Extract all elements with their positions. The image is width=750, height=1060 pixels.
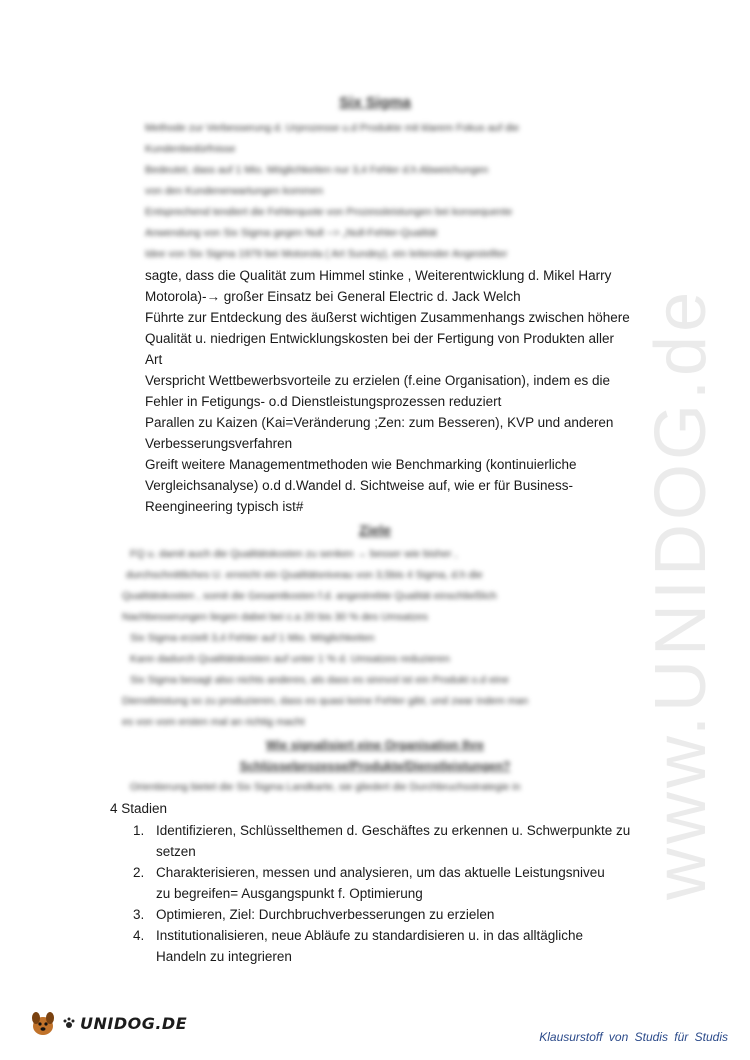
page-title: Six Sigma bbox=[339, 94, 411, 111]
ziele-line: Six Sigma erzielt 3,4 Fehler auf 1 Mio. Möglichkeiten bbox=[130, 632, 375, 644]
intro-line: Verbesserungsverfahren bbox=[145, 436, 293, 451]
ziele-line: FQ u. damit auch die Qualitätskosten zu senken → besser wie bisher , bbox=[130, 548, 458, 560]
intro-line: Vergleichsanalyse) o.d d.Wandel d. Sichtweise auf, wie er für Business- bbox=[145, 478, 573, 493]
intro-line: Fehler in Fetigungs- o.d Dienstleistungsprozessen reduziert bbox=[145, 394, 502, 409]
ziele-line: Six Sigma besagt also nichts anderes, als dass es sinnvol ist ein Produkt o.d eine bbox=[130, 674, 509, 686]
intro-blurred-line: Methode zur Verbesserung d. Urprozesse u.d Produkte mit klarem Fokus auf die bbox=[145, 122, 520, 134]
orientation-line: Orientierung bietet die Six Sigma Landkarte, sie gliedert die Durchbruchsstrategie in bbox=[130, 781, 521, 793]
stadien-label: 4 Stadien bbox=[110, 801, 168, 816]
list-number: 4. bbox=[133, 928, 145, 943]
intro-line: sagte, dass die Qualität zum Himmel stinke , Weiterentwicklung d. Mikel Harry bbox=[145, 268, 612, 283]
list-item-line: zu begreifen= Ausgangspunkt f. Optimierung bbox=[156, 886, 423, 901]
list-item-line: Institutionalisieren, neue Abläufe zu standardisieren u. in das alltägliche bbox=[156, 928, 584, 943]
intro-blurred-line: Kundenbedürfnisse bbox=[145, 143, 236, 155]
unidog-logo[interactable] bbox=[28, 1008, 187, 1038]
dog-mascot-icon bbox=[28, 1008, 58, 1038]
ziele-line: Dienstleistung so zu produzieren, dass es quasi keine Fehler gibt, und zwar indem man bbox=[122, 695, 529, 707]
list-item-line: Charakterisieren, messen und analysieren, um das aktuelle Leistungsniveu bbox=[156, 865, 605, 880]
ziele-line: durchschnittliches U. erreicht ein Qualitätsniveau von 3,5bis 4 Sigma, d.h die bbox=[126, 569, 483, 581]
list-item-line: Optimieren, Ziel: Durchbruchverbesserungen zu erzielen bbox=[156, 907, 495, 922]
list-item-line: Identifizieren, Schlüsselthemen d. Geschäftes zu erkennen u. Schwerpunkte zu bbox=[156, 823, 631, 838]
list-item-line: setzen bbox=[156, 844, 196, 859]
question-heading-line: Wie signalisiert eine Organisation Ihre bbox=[266, 738, 484, 752]
intro-line: Reengineering typisch ist# bbox=[145, 499, 304, 514]
intro-blurred-line: Entsprechend tendiert die Fehlerquote von Prozessleistungen bei konsequente bbox=[145, 206, 513, 218]
list-number: 2. bbox=[133, 865, 145, 880]
ziele-heading: Ziele bbox=[359, 522, 391, 538]
intro-line: Verspricht Wettbewerbsvorteile zu erzielen (f.eine Organisation), indem es die bbox=[145, 373, 610, 388]
list-item-line: Handeln zu integrieren bbox=[156, 949, 292, 964]
intro-line: Qualität u. niedrigen Entwicklungskosten bei der Fertigung von Produkten aller bbox=[145, 331, 615, 346]
intro-line: Motorola)-→ großer Einsatz bei General Electric d. Jack Welch bbox=[145, 289, 521, 304]
ziele-line: Qualitätskosten , somit die Gesamtkosten f.d. angestrebte Qualität einschließlich bbox=[122, 590, 497, 602]
list-number: 3. bbox=[133, 907, 145, 922]
intro-line: Parallen zu Kaizen (Kai=Veränderung ;Zen: zum Besseren), KVP und anderen bbox=[145, 415, 614, 430]
ziele-line: Kann dadurch Qualitätskosten auf unter 1 % d. Umsatzes reduzieren bbox=[130, 653, 450, 665]
paw-icon bbox=[62, 1016, 76, 1030]
intro-blurred-line: von den Kundenerwartungen kommen bbox=[145, 185, 324, 197]
intro-line: Führte zur Entdeckung des äußerst wichtigen Zusammenhangs zwischen höhere bbox=[145, 310, 630, 325]
list-number: 1. bbox=[133, 823, 145, 838]
intro-line: Greift weitere Managementmethoden wie Benchmarking (kontinuierliche bbox=[145, 457, 577, 472]
footer-tagline: Klausurstoff von Studis für Studis bbox=[539, 1030, 728, 1044]
question-heading-line: Schlüsselprozesse/Produkte/Dienstleistungen? bbox=[239, 759, 511, 773]
watermark: www.UNIDOG.de bbox=[641, 287, 721, 900]
intro-line: Art bbox=[145, 352, 163, 367]
ziele-line: es von vom ersten mal an richtig macht bbox=[122, 716, 305, 728]
intro-blurred-line: Anwendung von Six Sigma gegen Null --> „Null-Fehler-Qualität bbox=[145, 227, 438, 239]
intro-blurred-line: Bedeutet, dass auf 1 Mio. Möglichkeiten nur 3,4 Fehler d.h Abweichungen bbox=[145, 164, 489, 176]
logo-text: UNIDOG.DE bbox=[80, 1013, 188, 1033]
ziele-line: Nachbesserungen liegen dabei bei c.a 20 bis 30 % des Umsatzes bbox=[122, 611, 428, 623]
intro-blurred-line: Idee von Six Sigma 1979 bei Motorola ( Art Sundey), ein leitender Angestellter bbox=[145, 248, 508, 260]
